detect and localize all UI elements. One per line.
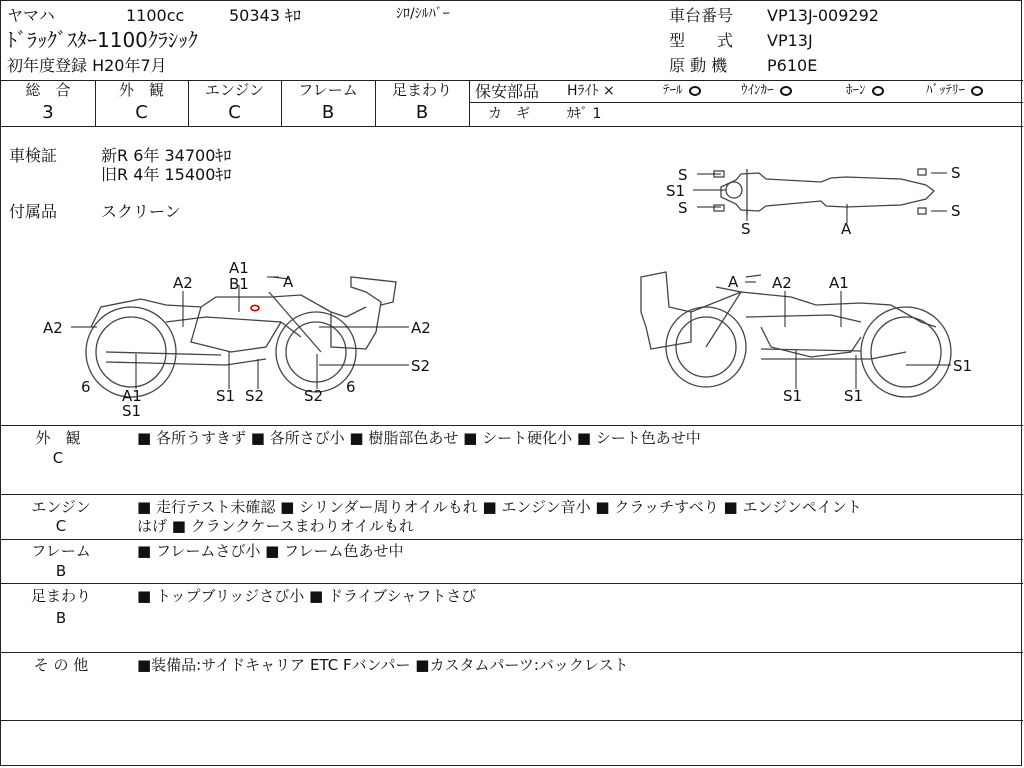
section-engine-label: エンジン	[31, 498, 91, 516]
key-label: カ ギ	[488, 106, 530, 122]
motorcycle-diagram	[1, 127, 1023, 427]
damage-mark-icon	[251, 305, 259, 310]
safety-label: 保安部品	[475, 82, 540, 101]
section-engine-grade: C	[55, 517, 67, 535]
diag-label: 6	[81, 378, 91, 396]
first-registration: 初年度登録 H20年7月	[7, 56, 167, 75]
accessories-label: 付属品	[9, 202, 58, 221]
diag-label: S	[951, 164, 961, 182]
grade-suspension: B	[415, 102, 429, 123]
diag-label: S2	[245, 387, 265, 405]
ok-circle-icon	[689, 86, 701, 96]
diag-label: A1	[829, 274, 849, 292]
section-exterior-grade: C	[52, 449, 64, 467]
diag-label: 6	[346, 378, 356, 396]
grade-suspension-label: 足まわり	[391, 81, 452, 99]
grade-frame-label: フレーム	[298, 81, 358, 99]
ok-circle-icon	[872, 86, 884, 96]
grade-frame: B	[321, 102, 335, 123]
diag-label: S1	[953, 357, 973, 375]
grade-engine-label: エンジン	[204, 81, 265, 99]
color: ｼﾛ/ｼﾙﾊﾞｰ	[396, 6, 450, 22]
maker: ヤマハ	[7, 6, 55, 25]
diag-label: A1	[229, 259, 249, 277]
section-frame-label: フレーム	[31, 542, 91, 560]
section-engine-body-2: はげ ■ クランクケースまわりオイルもれ	[137, 517, 414, 535]
section-exterior-body: ■ 各所うすきず ■ 各所さび小 ■ 樹脂部色あせ ■ シート硬化小 ■ シート色あせ中	[137, 429, 701, 447]
grade-exterior: C	[135, 102, 148, 123]
diag-label: A	[728, 273, 739, 291]
diag-label: A2	[173, 274, 193, 292]
grade-overall: 3	[42, 102, 54, 123]
diag-label: S1	[216, 387, 236, 405]
section-frame-body: ■ フレームさび小 ■ フレーム色あせ中	[137, 542, 404, 560]
section-suspension-grade: B	[55, 609, 67, 627]
diag-label: S	[678, 166, 688, 184]
frame-no-label: 車台番号	[669, 6, 734, 25]
diag-label: A2	[411, 319, 431, 337]
displacement: 1100cc	[126, 6, 185, 25]
diag-label: S	[678, 199, 688, 217]
diag-label: A1	[122, 387, 142, 405]
section-suspension-label: 足まわり	[30, 587, 91, 605]
grade-engine: C	[228, 102, 241, 123]
diag-label: S	[951, 202, 961, 220]
section-other-label: そ の 他	[33, 656, 89, 674]
safety-horn: ﾎｰﾝ	[846, 84, 884, 97]
safety-headlight: Hﾗｲﾄ ×	[567, 83, 615, 99]
diag-label: S2	[304, 387, 324, 405]
diag-label: S1	[666, 182, 686, 200]
diag-label: S	[741, 220, 751, 238]
section-exterior-label: 外 観	[35, 429, 81, 447]
engine-label: 原 動 機	[669, 56, 728, 75]
section-suspension-body: ■ トップブリッジさび小 ■ ドライブシャフトさび	[137, 587, 477, 605]
section-frame-grade: B	[55, 562, 67, 580]
inspection-old: 旧R 4年 15400ｷﾛ	[101, 165, 232, 184]
diag-label: A2	[772, 274, 792, 292]
diag-label: A2	[43, 319, 63, 337]
diag-label: S1	[783, 387, 803, 405]
frame-no: VP13J-009292	[767, 6, 879, 25]
engine-code: P610E	[767, 56, 818, 75]
ok-circle-icon	[971, 86, 983, 96]
safety-winker: ｳｲﾝｶｰ	[741, 84, 792, 97]
inspection-new: 新R 6年 34700ｷﾛ	[101, 146, 232, 165]
mileage: 50343 ｷﾛ	[229, 6, 301, 25]
grade-overall-label: 総 合	[25, 81, 71, 99]
accessories-value: スクリーン	[101, 202, 181, 221]
diag-label: A	[841, 220, 852, 238]
diag-label: B1	[229, 275, 249, 293]
grade-exterior-label: 外 観	[118, 81, 164, 99]
model-label: 型 式	[669, 31, 734, 50]
inspection-label: 車検証	[9, 146, 58, 165]
section-other-body: ■装備品:サイドキャリア ETC Fバンパー ■カスタムパーツ:バックレスト	[137, 656, 629, 674]
diag-label: S2	[411, 357, 431, 375]
section-engine-body-1: ■ 走行テスト未確認 ■ シリンダー周りオイルもれ ■ エンジン音小 ■ クラッチすべり ■ エンジンペイント	[137, 498, 862, 516]
diag-label: S1	[844, 387, 864, 405]
diag-label: S1	[122, 402, 142, 420]
safety-tail: ﾃｰﾙ	[663, 84, 701, 97]
key-value: ｶｷﾞ 1	[567, 106, 602, 122]
model-code: VP13J	[767, 31, 813, 50]
ok-circle-icon	[780, 86, 792, 96]
safety-battery: ﾊﾞｯﾃﾘｰ	[926, 84, 983, 97]
model-name: ﾄﾞﾗｯｸﾞｽﾀｰ1100ｸﾗｼｯｸ	[7, 28, 198, 52]
top-view-motorcycle	[714, 169, 934, 215]
diag-label: A	[283, 273, 294, 291]
